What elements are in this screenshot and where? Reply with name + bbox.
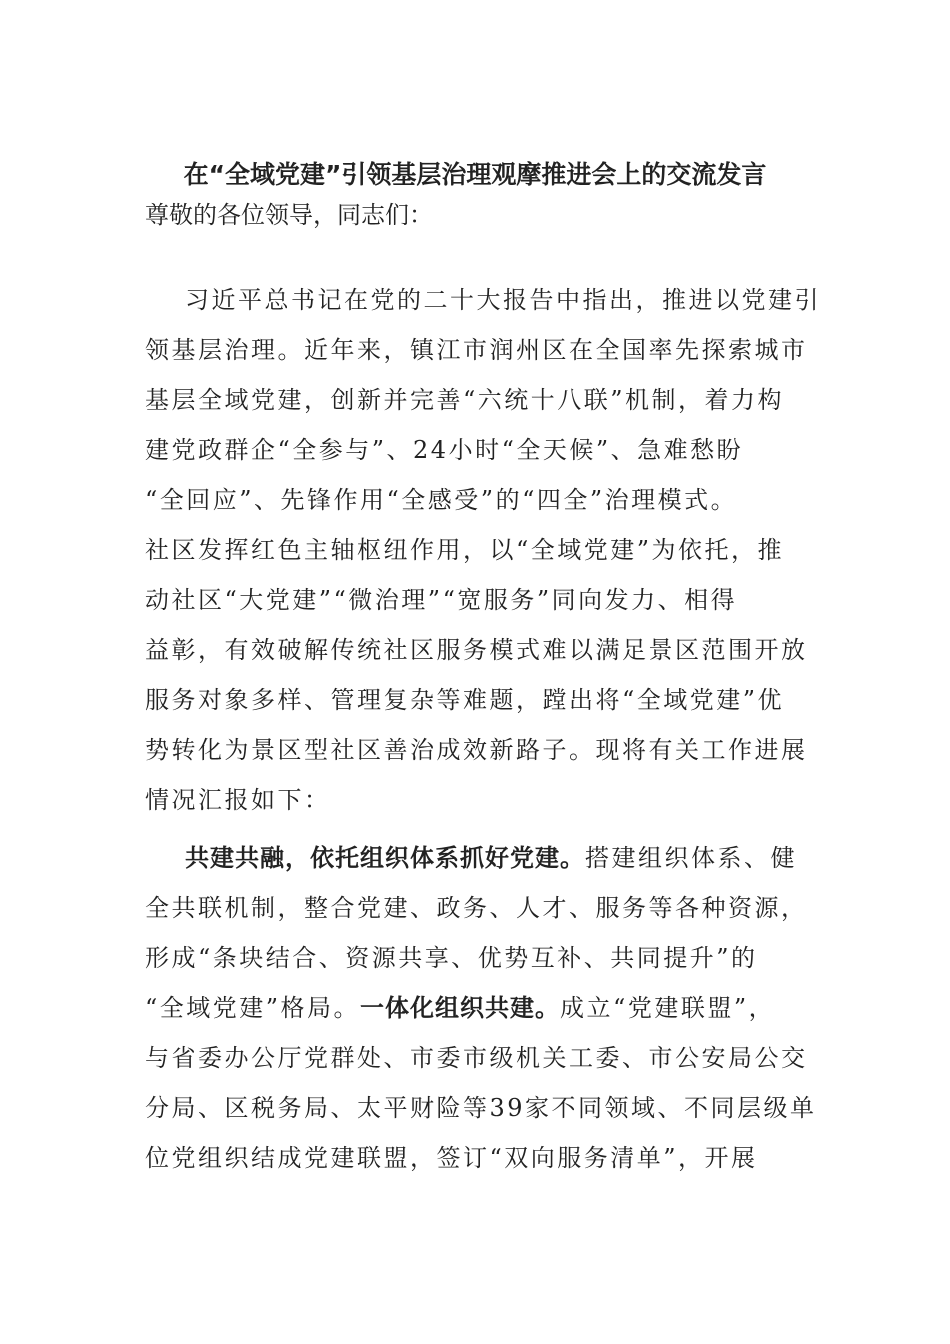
paragraph-line: 势转化为景区型社区善治成效新路子。现将有关工作进展: [145, 736, 808, 764]
paragraph-line: 领基层治理。近年来，镇江市润州区在全国率先探索城市: [145, 336, 808, 364]
greeting: 尊敬的各位领导，同志们：: [145, 201, 433, 229]
paragraph-line: [145, 833, 805, 883]
paragraph-text: 成立“党建联盟”，: [560, 994, 776, 1022]
paragraph-line: 动社区“大党建”“微治理”“宽服务”同向发力、相得: [145, 586, 738, 614]
paragraph-line: 益彰，有效破解传统社区服务模式难以满足景区范围开放: [145, 636, 808, 664]
paragraph-line: 与省委办公厅党群处、市委市级机关工委、市公安局公交: [145, 1044, 808, 1072]
paragraph-line: 服务对象多样、管理复杂等难题，蹚出将“全域党建”优: [145, 686, 785, 714]
paragraph-line: 社区发挥红色主轴枢纽作用，以“全域党建”为依托，推: [145, 536, 785, 564]
paragraph-line: [145, 983, 805, 1033]
paragraph-line: 全共联机制，整合党建、政务、人才、服务等各种资源，: [145, 894, 808, 922]
paragraph-line: 形成“条块结合、资源共享、优势互补、共同提升”的: [145, 944, 758, 972]
paragraph-2: [145, 833, 817, 1183]
paragraph-1: [145, 275, 821, 825]
document-title: 在“全域党建”引领基层治理观摩推进会上的交流发言: [183, 160, 767, 189]
paragraph-line: “全回应”、先锋作用“全感受”的“四全”治理模式。: [145, 486, 738, 514]
paragraph-text: “全域党建”格局。: [145, 994, 361, 1022]
paragraph-line: 基层全域党建，创新并完善“六统十八联”机制，着力构: [145, 386, 785, 414]
paragraph-line: 建党政群企“全参与”、24小时“全天候”、急难愁盼: [145, 436, 744, 464]
sub-heading: 一体化组织共建。: [360, 994, 561, 1022]
paragraph-line: 位党组织结成党建联盟，签订“双向服务清单”，开展: [145, 1144, 758, 1172]
section-heading: 共建共融，依托组织体系抓好党建。: [185, 844, 585, 872]
paragraph-line: 分局、区税务局、太平财险等39家不同领域、不同层级单: [145, 1094, 817, 1122]
paragraph-line: 习近平总书记在党的二十大报告中指出，推进以党建引: [185, 286, 821, 314]
paragraph-text: 搭建组织体系、健: [585, 844, 797, 872]
paragraph-line: 情况汇报如下：: [145, 786, 331, 814]
